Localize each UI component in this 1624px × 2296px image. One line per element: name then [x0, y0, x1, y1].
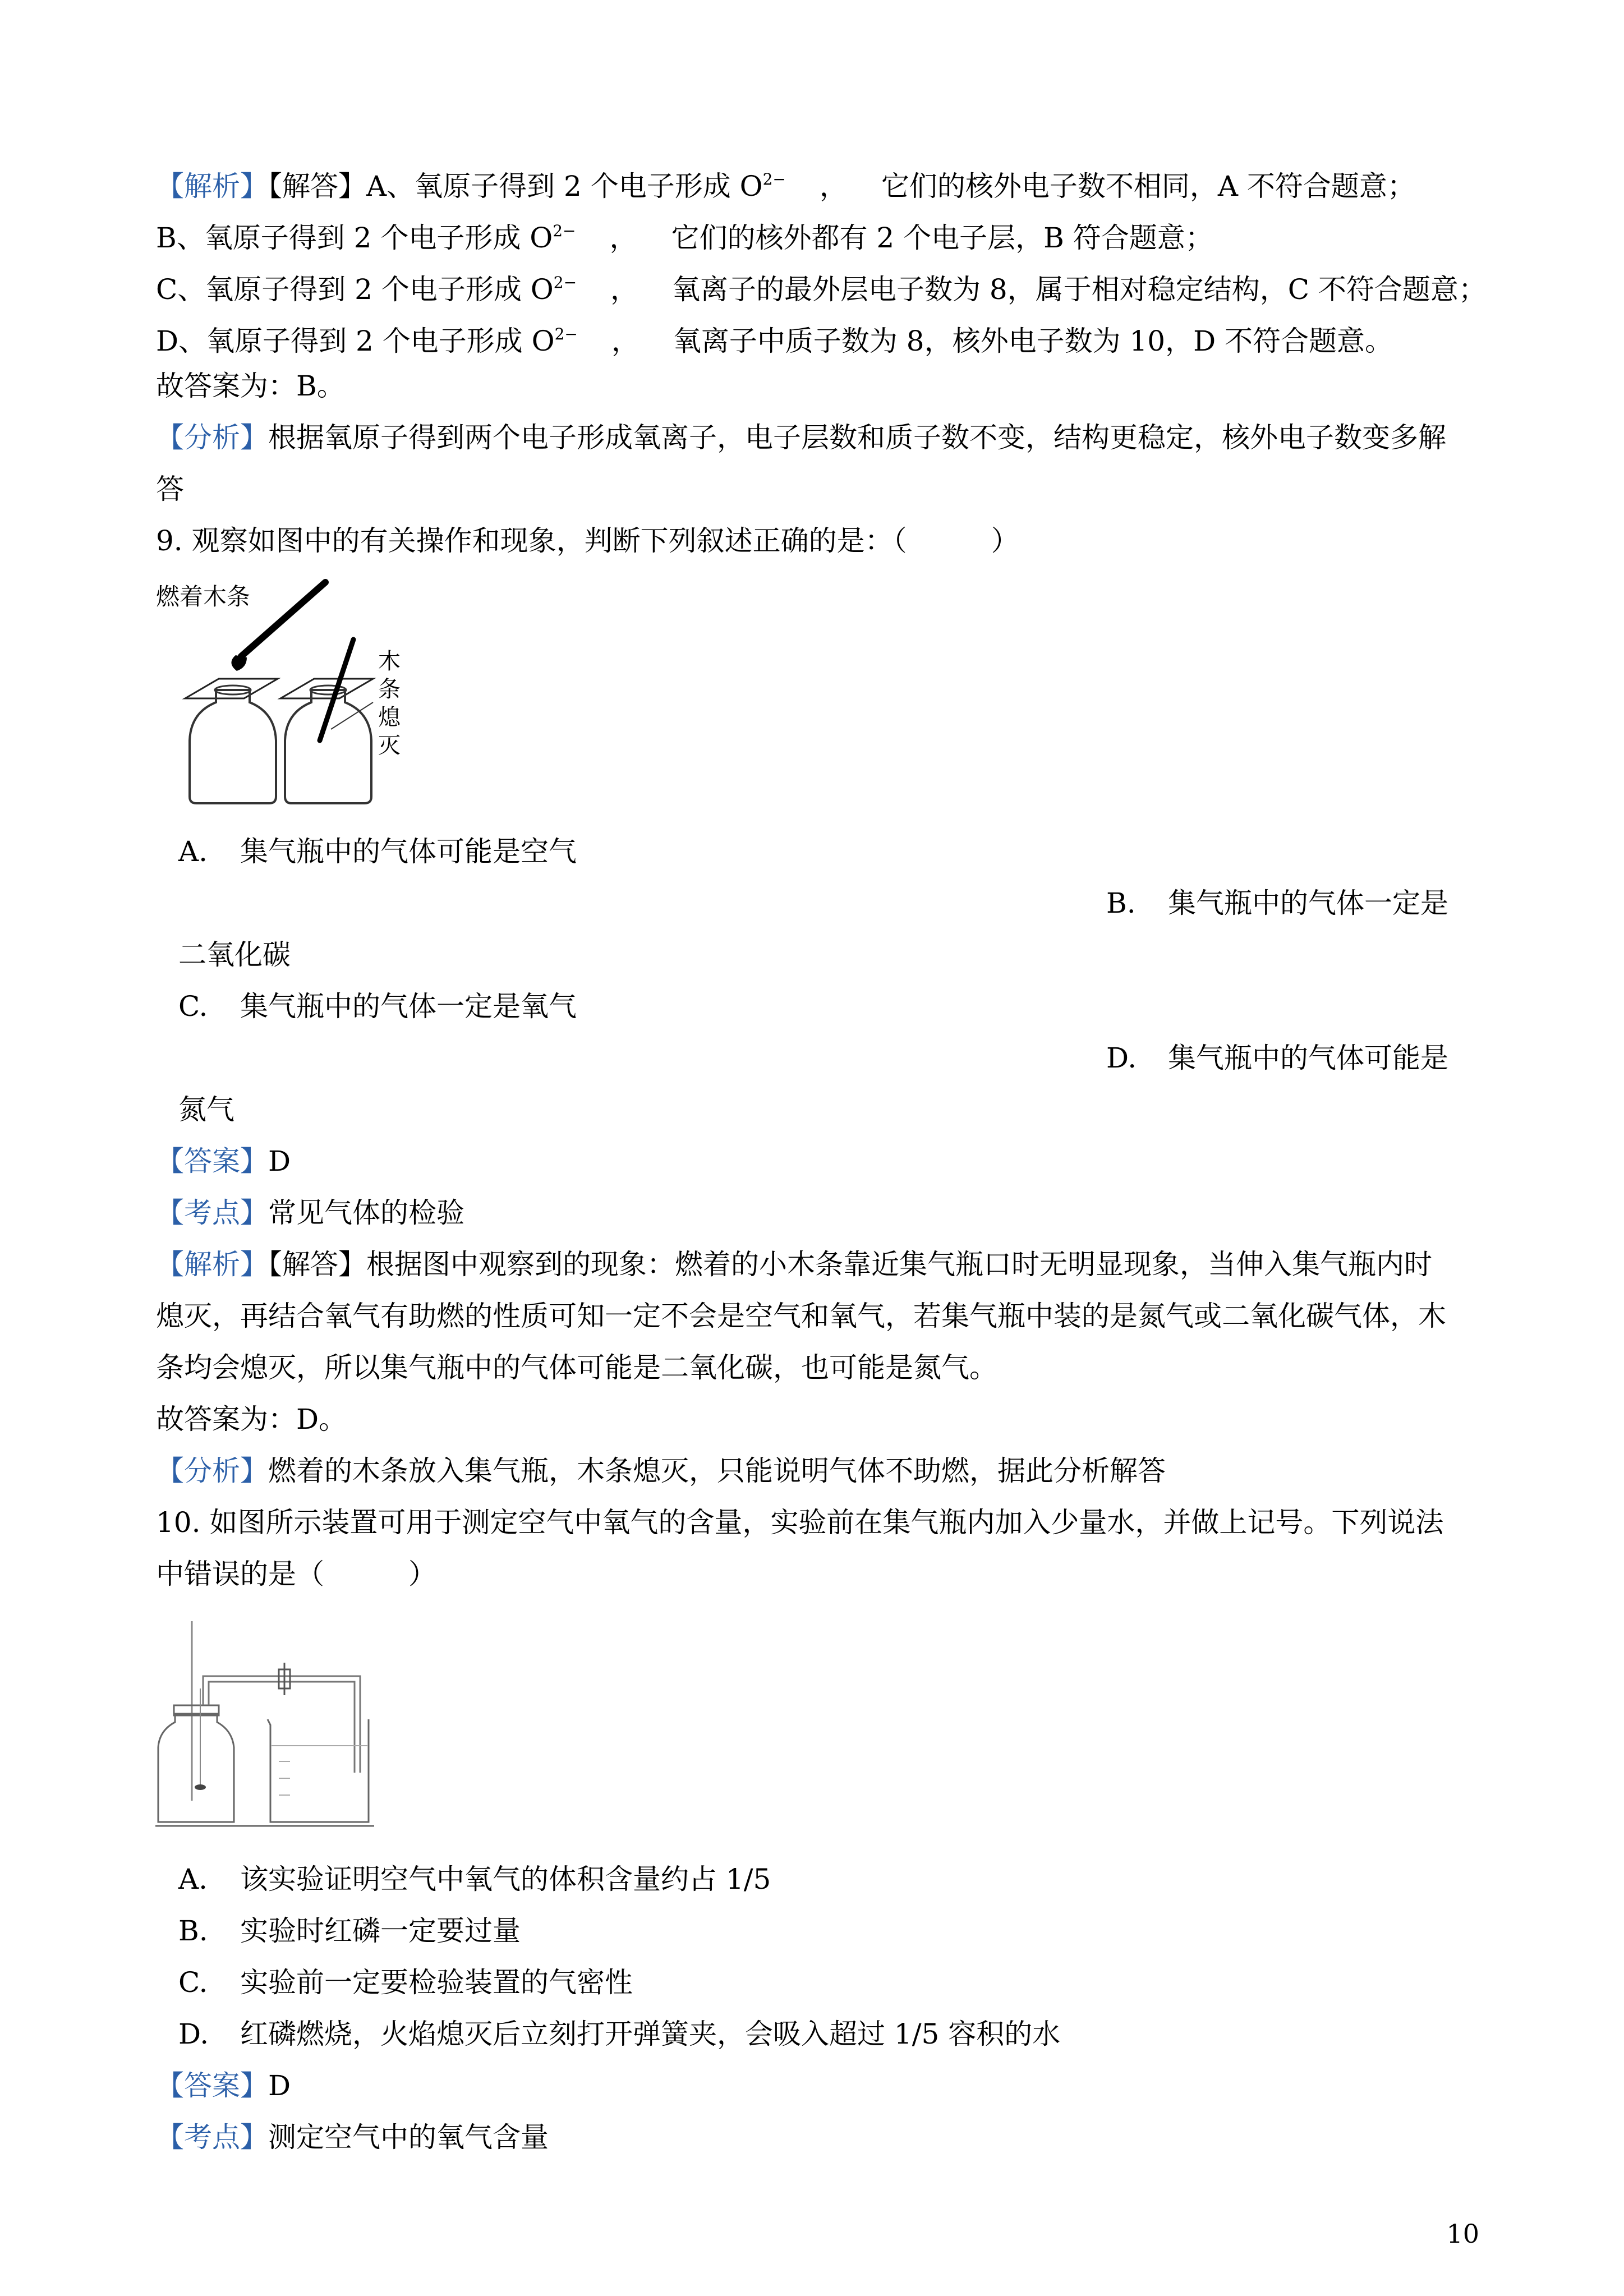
q10-kaodian: 【考点】测定空气中的氧气含量 [156, 2121, 549, 2154]
q9-option-d-wrap: 氮气 [178, 1093, 234, 1126]
q9-option-c: C. 集气瓶中的气体一定是氧气 [178, 990, 577, 1023]
q8-line-a: 【解析】【解答】A、氧原子得到 2 个电子形成 $O^{2-}$ ， 它们的核外电子数不相同，A 不符合题意； [156, 170, 1415, 203]
q8-a-post: 它们的核外电子数不相同，A 不符合题意； [881, 170, 1415, 203]
q8-a-pre: A、氧原子得到 2 个电子形成 O [366, 170, 763, 203]
svg-text:灭: 灭 [378, 733, 401, 758]
q9-answer: 【答案】D [156, 1145, 291, 1177]
collecting-jar [158, 1714, 234, 1822]
q8-analysis-cont: 答 [156, 473, 184, 505]
q9-kaodian: 【考点】常见气体的检验 [156, 1197, 464, 1229]
q8-line-b: B、氧原子得到 2 个电子形成 $O^{2-}$ ， 它们的核外都有 2 个电子层，B 符合题意； [156, 222, 1213, 254]
page-number: 10 [1446, 2219, 1479, 2249]
label-burning-stick: 燃着木条 [156, 583, 251, 610]
q10-option-d: D. 红磷燃烧，火焰熄灭后立刻打开弹簧夹，会吸入超过 1/5 容积的水 [178, 2018, 1061, 2050]
q9-option-d: D. 集气瓶中的气体可能是 [1106, 1042, 1448, 1074]
flame-icon [231, 655, 247, 671]
q9-jiexi-2: 熄灭，再结合氧气有助燃的性质可知一定不会是空气和氧气，若集气瓶中装的是氮气或二氧化碳气体，木 [156, 1300, 1446, 1332]
q9-stem: 9. 观察如图中的有关操作和现象，判断下列叙述正确的是：（ ） [156, 524, 1019, 557]
burning-stick [241, 582, 325, 656]
q8-analysis: 【分析】根据氧原子得到两个电子形成氧离子，电子层数和质子数不变，结构更稳定，核外电子数变多解 [156, 421, 1446, 454]
q9-figure [151, 572, 421, 808]
gas-jar-1 [190, 690, 276, 803]
ion-charge: 2− [762, 170, 786, 188]
gas-jar-2 [285, 690, 371, 803]
q10-option-a: A. 该实验证明空气中氧气的体积含量约占 1/5 [178, 1863, 771, 1895]
beaker [268, 1719, 369, 1822]
q10-stem: 10. 如图所示装置可用于测定空气中氧气的含量，实验前在集气瓶内加入少量水，并做上记号。下列说法 [156, 1506, 1444, 1539]
q10-option-c: C. 实验前一定要检验装置的气密性 [178, 1966, 633, 1999]
svg-text:条: 条 [378, 677, 401, 702]
q8-final: 故答案为：B。 [156, 370, 345, 402]
svg-text:木: 木 [378, 648, 401, 674]
q9-jiexi-3: 条均会熄灭，所以集气瓶中的气体可能是二氧化碳，也可能是氮气。 [156, 1351, 997, 1384]
q8-line-c: C、氧原子得到 2 个电子形成 $O^{2-}$ ， 氧离子的最外层电子数为 8，属于相对稳定结构，C 不符合题意； [156, 273, 1487, 306]
q8-line-d: D、氧原子得到 2 个电子形成 $O^{2-}$ ， 氧离子中质子数为 8，核外电子数为 10，D 不符合题意。 [156, 325, 1393, 357]
q10-stem-2: 中错误的是（ ） [156, 1558, 436, 1590]
q9-final: 故答案为：D。 [156, 1403, 347, 1435]
q9-analysis: 【分析】燃着的木条放入集气瓶，木条熄灭，只能说明气体不助燃，据此分析解答 [156, 1455, 1166, 1487]
q9-option-b: B. 集气瓶中的气体一定是 [1106, 887, 1448, 919]
jieda-label: 【解答】 [268, 170, 366, 203]
tag-jiexi: 【解析】 [156, 170, 268, 203]
q10-option-b: B. 实验时红磷一定要过量 [178, 1915, 521, 1947]
red-phosphorus [195, 1784, 206, 1790]
q9-option-a: A. 集气瓶中的气体可能是空气 [178, 835, 577, 868]
q9-jiexi: 【解析】【解答】根据图中观察到的现象：燃着的小木条靠近集气瓶口时无明显现象，当伸入集气瓶内时 [156, 1248, 1432, 1281]
q9-option-b-wrap: 二氧化碳 [178, 938, 291, 971]
q10-figure [153, 1616, 377, 1829]
q10-answer: 【答案】D [156, 2069, 291, 2102]
svg-text:熄: 熄 [378, 705, 401, 730]
